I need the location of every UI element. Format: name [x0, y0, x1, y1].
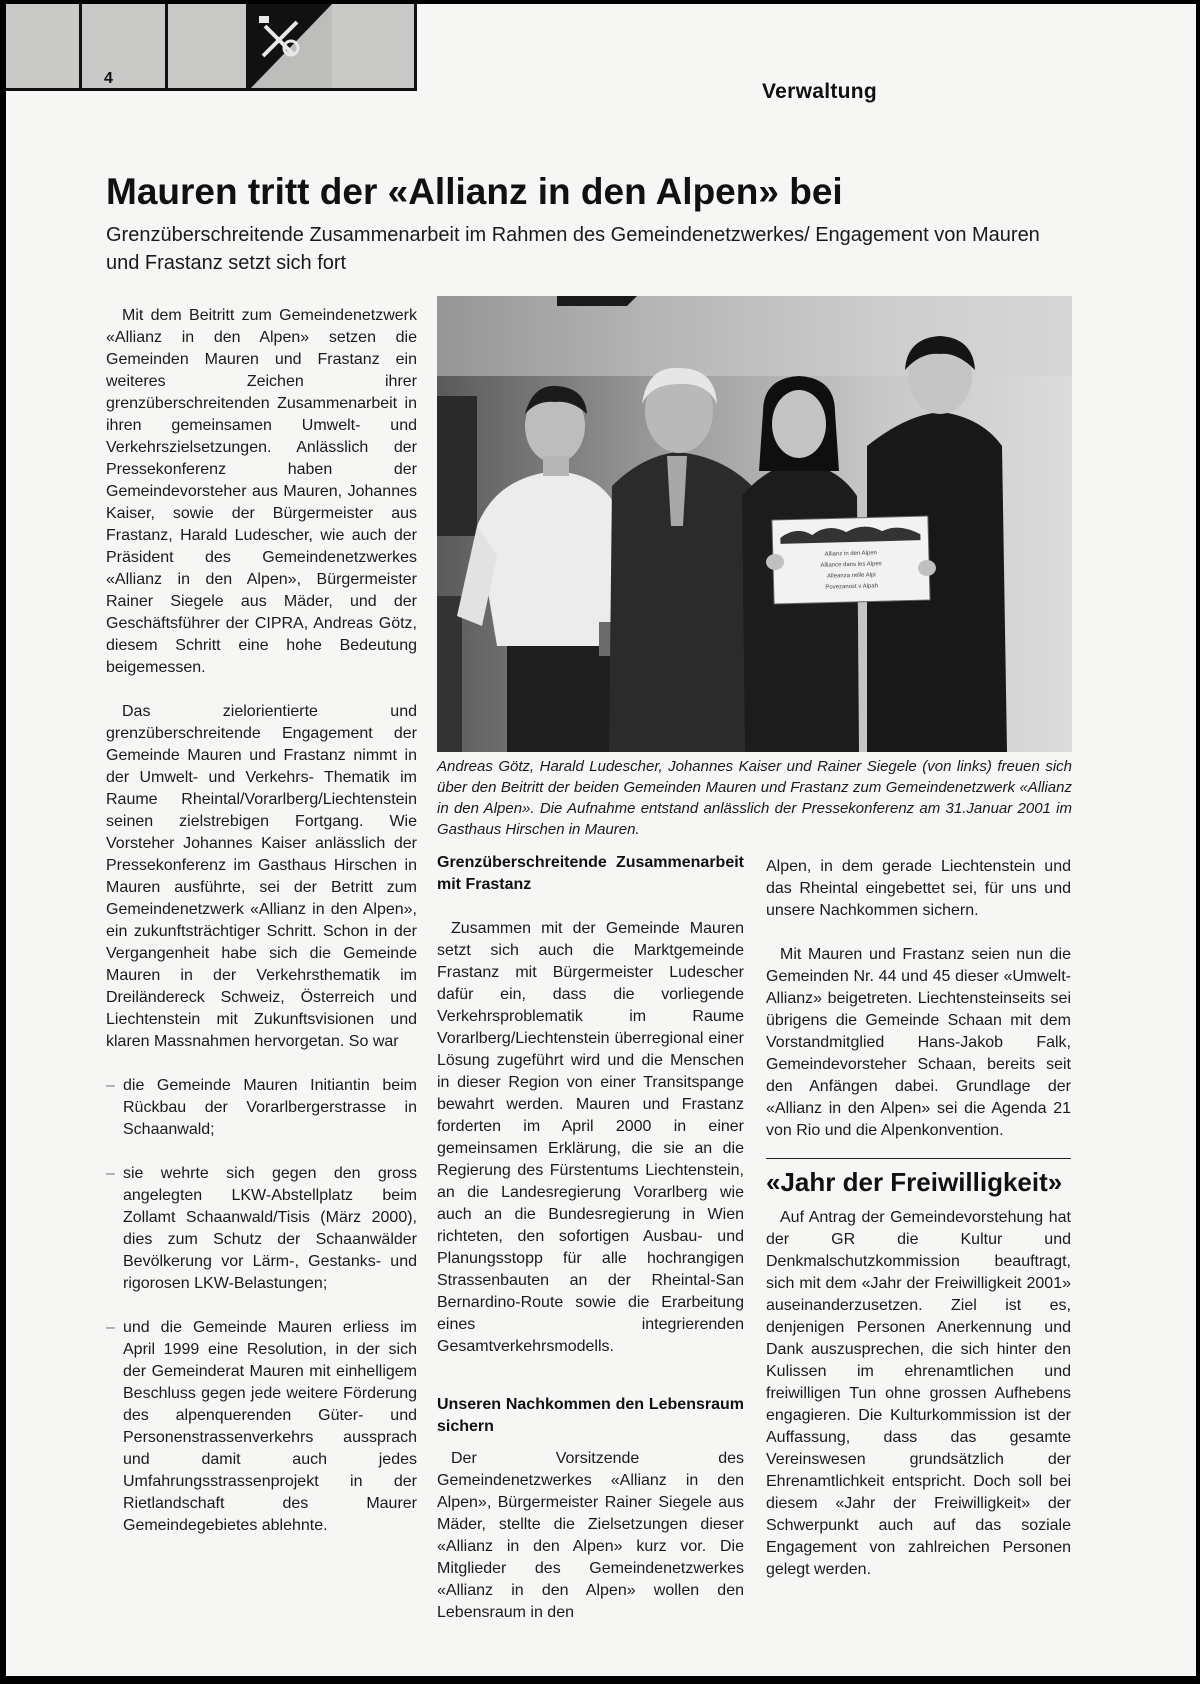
section-heading: Unseren Nachkommen den Lebensraum sichern — [437, 1396, 744, 1435]
municipal-crest-icon — [249, 4, 332, 90]
newsletter-page — [6, 4, 1196, 1676]
list-item: – und die Gemeinde Mauren erliess im April 1999 eine Resolution, in der sich der Gemeinderat Mauren mit einhelligem Beschluss gegen jede weitere Förderung des alpenquerenden Güter- und Personenstrassenverkehrs aussprach und damit auch jedes Umfahrungsstrassenprojekt in der Rietlandschaft des Maurer Gemeindegebietes ablehnte. — [106, 1319, 417, 1534]
plaque-line: Allianz in den Alpen — [824, 550, 878, 558]
bullet-marker: – — [106, 1319, 115, 1336]
left-column — [106, 305, 417, 1559]
header-tab — [332, 4, 417, 88]
header-tab — [6, 4, 82, 88]
body-paragraph: Alpen, in dem gerade Liechtenstein und das Rheintal eingebettet sei, für uns und unsere Nachkommen sichern. — [766, 858, 1071, 919]
article-subtitle: Grenzüberschreitende Zusammenarbeit im Rahmen des Gemeindenetzwerkes/ Engagement von Mauren und Frastanz setzt sich fort — [106, 224, 1040, 274]
list-item: – sie wehrte sich gegen den gross angelegten LKW-Abstellplatz beim Zollamt Schaanwald/Tisis (März 2000), dies zum Schutz der Schaanwälder Bevölkerung vor Lärm-, Gestanks- und rigorosen LKW-Belastungen; — [106, 1165, 417, 1292]
sidebar-text: Auf Antrag der Gemeindevorstehung hat der GR die Kultur und Denkmalschutzkommission beauftragt, sich mit dem «Jahr der Freiwilligkeit 2001» auseinanderzusetzen. Ziel ist es, denjenigen Personen Anerkennung und Dank auszusprechen, die sich hinter den Kulissen im ehrenamtlichen und freiwilligen Tun ohne grossen Aufhebens engagieren. Die Kulturkommission ist der Auffassung, dass das gesamte Vereinswesen grundsätzlich der Ehrenamtlichkeit entspricht. Doch soll bei diesem «Jahr der Freiwilligkeit» der Schwerpunkt auch auf das soziale Engagement von zahlreichen Personen gelegt werden. — [766, 1209, 1071, 1578]
header-tab — [168, 4, 249, 88]
section-label: Verwaltung — [762, 80, 878, 103]
body-paragraph: Das zielorientierte und grenzüberschreitende Engagement der Gemeinde Mauren und Frastanz nimmt in der Umwelt- und Verkehrs- Thematik im Raume Rheintal/Vorarlberg/Liechtenstein seinen zielstrebigen Fortgang. Wie Vorsteher Johannes Kaiser anlässlich der Pressekonferenz im Gasthaus Hirschen in Mauren ausführte, sei der Betritt zum Gemeindenetzwerk «Allianz in den Alpen», ein zukunftsträchtiger Schritt. Schon in der Vergangenheit habe sich die Gemeinde Mauren in der Verkehrsthematik im Dreiländereck Schweiz, Österreich und Liechtenstein mit Zukunftsvisionen und klaren Massnahmen hervorgetan. So war — [106, 703, 417, 1050]
press-conference-photo — [437, 296, 1072, 752]
bullet-marker: – — [106, 1165, 115, 1182]
section-heading: Grenzüberschreitende Zusammenarbeit mit Frastanz — [437, 854, 744, 893]
article-title: Mauren tritt der «Allianz in den Alpen» bei — [106, 171, 843, 212]
body-paragraph: Zusammen mit der Gemeinde Mauren setzt sich auch die Marktgemeinde Frastanz mit Bürgermeister Ludescher dafür ein, dass die vorliegende Verkehrsproblematik im Raume Vorarlberg/Liechtenstein überregional einer Lösung zugeführt wird und die Menschen in dieser Region von einer Transitspange bewahrt werden. Mauren und Frastanz forderten im April 2000 in einer gemeinsamen Erklärung, die sie an die Regierung des Fürstentums Liechtenstein, an die Landesregierung Vorarlberg wie auch an die Bundesregierung in Wien richteten, den sofortigen Ausbau- und Planungsstopp für alle hochrangigen Strassenbauten an der Rheintal-San Bernardino-Route sowie die Erarbeitung eines integrierenden Gesamtverkehrsmodells. — [437, 920, 744, 1355]
body-paragraph: Der Vorsitzende des Gemeindenetzwerkes «Allianz in den Alpen», Bürgermeister Rainer Siegele aus Mäder, stellte die Zielsetzungen dieser «Allianz in den Alpen» kurz vor. Die Mitglieder des Gemeindenetzwerkes «Allianz in den Alpen» wollen den Lebensraum in den — [437, 1450, 744, 1621]
list-item: – die Gemeinde Mauren Initiantin beim Rückbau der Vorarlbergerstrasse in Schaanwald; — [106, 1077, 417, 1138]
header-tab — [82, 4, 168, 88]
body-paragraph: Mit Mauren und Frastanz seien nun die Gemeinden Nr. 44 und 45 dieser «Umwelt- Allianz» beigetreten. Liechtensteinseits sei übrigens die Gemeinde Schaan mit dem Vorstandmitglied Hans-Jakob Falk, Gemeindevorsteher Schaan, bereits seit den Anfängen dabei. Grundlage der «Allianz in den Alpen» sei die Agenda 21 von Rio und die Alpenkonvention. — [766, 946, 1071, 1139]
right-column — [766, 856, 1071, 1581]
bullet-marker: – — [106, 1077, 115, 1094]
plaque-line: Povezanost v Alpah — [825, 583, 879, 591]
photo-caption: Andreas Götz, Harald Ludescher, Johannes Kaiser und Rainer Siegele (von links) freuen sich über den Beitritt der beiden Gemeinden Mauren und Frastanz zum Gemeindenetzwerk «Allianz in den Alpen». Die Aufnahme entstand anlässlich der Pressekonferenz am 31.Januar 2001 im Gasthaus Hirschen in Mauren. — [437, 758, 1072, 838]
divider — [766, 1158, 1071, 1159]
middle-column — [437, 852, 744, 1624]
plaque-line: Alleanza nelle Alpi — [826, 572, 876, 580]
sidebar-title: «Jahr der Freiwilligkeit» — [766, 1167, 1063, 1197]
plaque-line: Alliance dans les Alpes — [820, 561, 882, 569]
body-paragraph: Mit dem Beitritt zum Gemeindenetzwerk «Allianz in den Alpen» setzen die Gemeinden Mauren und Frastanz ein weiteres Zeichen ihrer grenzüberschreitenden Zusammenarbeit in ihren gemeinsamen Umwelt- und Verkehrszielsetzungen. Anlässlich der Pressekonferenz haben der Gemeindevorsteher aus Mauren, Johannes Kaiser, sowie der Bürgermeister aus Frastanz, Harald Ludescher, wie auch der Präsident des Gemeindenetzwerkes «Allianz in den Alpen», Bürgermeister Rainer Siegele aus Mäder, und der Geschäftsführer der CIPRA, Andreas Götz, diesem Schritt eine hohe Bedeutung beigemessen. — [106, 307, 417, 676]
alliance-plaque — [772, 516, 930, 604]
measures-list — [106, 1075, 417, 1537]
page-number: 4 — [104, 70, 113, 87]
header-rule — [6, 88, 417, 91]
header-tab-strip — [6, 4, 417, 90]
